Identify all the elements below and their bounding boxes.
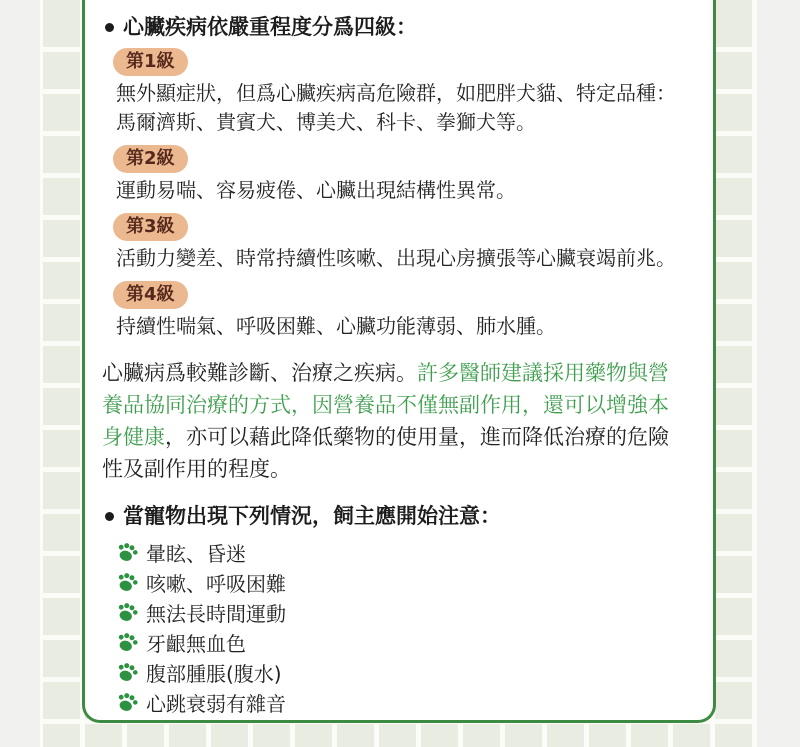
list-item [116,627,713,657]
bullet-dot-icon [105,23,114,32]
level-3-badge: 第3級 [113,213,188,241]
level-4-block [85,273,713,341]
level-1-description: 無外顯症狀，但爲心臟疾病高危險群，如肥胖犬貓、特定品種：馬爾濟斯、貴賓犬、博美犬、科卡、拳獅犬等。 [116,81,676,134]
level-3-description: 活動力變差、時常持續性咳嗽、出現心房擴張等心臟衰竭前兆。 [116,246,676,270]
list-item-label: 咳嗽、呼吸困難 [146,571,286,596]
list-item-label: 暈眩、昏迷 [146,541,246,566]
level-2-description: 運動易喘、容易疲倦、心臟出現結構性異常。 [116,178,516,202]
list-item-label: 牙齦無血色 [146,631,246,656]
treatment-paragraph-part1: 心臟病爲較難診斷、治療之疾病。 [102,361,417,385]
paw-icon [116,572,139,593]
level-1-block [85,40,713,137]
level-4-description: 持續性喘氣、呼吸困難、心臟功能薄弱、肺水腫。 [116,314,556,338]
level-1-badge: 第1級 [113,48,188,76]
paw-icon [116,692,139,713]
list-item-label: 腹部腫脹(腹水) [146,661,282,686]
treatment-paragraph-green: 許多醫師建議採用藥物與營養品協同治療的方式，因營養品不僅無副作用，還可以增強本身健康 [102,361,669,449]
paw-icon [116,602,139,623]
list-item-label: 心跳衰弱有雜音 [146,691,286,716]
level-2-badge: 第2級 [113,145,188,173]
section-heading-warning-signs [105,503,695,529]
right-margin-strip [757,0,800,747]
warning-signs-list [116,537,713,717]
paw-icon [116,542,139,563]
list-item-label: 無法長時間運動 [146,601,286,626]
list-item [116,657,713,687]
level-3-block [85,205,713,273]
section-heading-severity [105,14,695,40]
list-item [116,597,713,627]
left-margin-strip [0,0,40,747]
list-item [116,687,713,717]
bullet-dot-icon [105,512,114,521]
section-heading-severity-label: 心臟疾病依嚴重程度分爲四級： [123,15,417,39]
section-heading-warning-signs-label: 當寵物出現下列情況，飼主應開始注意： [123,504,501,528]
paw-icon [116,632,139,653]
level-2-block [85,137,713,205]
treatment-paragraph [102,357,680,485]
list-item [116,567,713,597]
content-card [82,0,716,723]
level-4-badge: 第4級 [113,281,188,309]
paw-icon [116,662,139,683]
treatment-paragraph-part3: ，亦可以藉此降低藥物的使用量，進而降低治療的危險性及副作用的程度。 [102,425,669,481]
list-item [116,537,713,567]
